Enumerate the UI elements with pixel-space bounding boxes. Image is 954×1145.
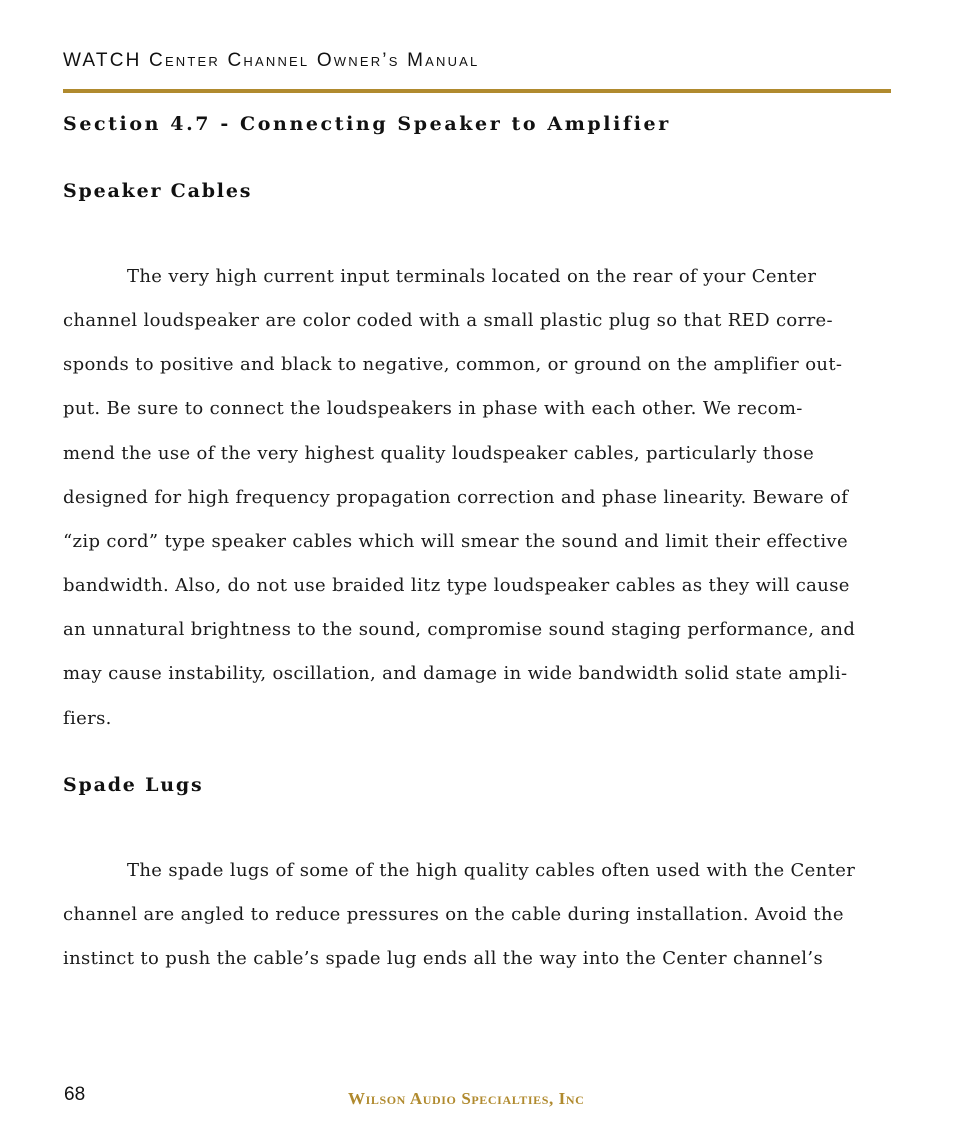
paragraph-line: an unnatural brightness to the sound, compromise sound staging performance, and: [63, 619, 856, 640]
paragraph-line: channel are angled to reduce pressures on the cable during installation. Avoid the: [63, 904, 844, 925]
paragraph-line: bandwidth. Also, do not use braided litz type loudspeaker cables as they will cause: [63, 575, 850, 596]
paragraph-line: may cause instability, oscillation, and damage in wide bandwidth solid state ampli-: [63, 663, 848, 684]
paragraph-line: sponds to positive and black to negative, common, or ground on the amplifier out-: [63, 354, 843, 375]
paragraph-line: put. Be sure to connect the loudspeakers in phase with each other. We recom-: [63, 398, 803, 419]
paragraph-line: fiers.: [63, 708, 112, 729]
paragraph-line: The very high current input terminals located on the rear of your Center: [127, 266, 817, 287]
speaker-cables-heading: Speaker Cables: [63, 180, 253, 202]
paragraph-line: designed for high frequency propagation correction and phase linearity. Beware of: [63, 487, 849, 508]
paragraph-line: instinct to push the cable’s spade lug ends all the way into the Center channel’s: [63, 948, 824, 969]
page-number: 68: [64, 1084, 86, 1105]
footer-brand-logo: Wilson Audio Specialties, Inc: [348, 1089, 585, 1108]
paragraph-line: mend the use of the very highest quality loudspeaker cables, particularly those: [63, 443, 815, 464]
header-rule: [63, 89, 891, 93]
paragraph-line: “zip cord” type speaker cables which will smear the sound and limit their effective: [63, 531, 848, 552]
page-header-title: WATCH Center Channel Owner’s Manual: [63, 50, 480, 71]
spade-lugs-heading: Spade Lugs: [63, 774, 204, 796]
paragraph-line: The spade lugs of some of the high quality cables often used with the Center: [127, 860, 856, 881]
section-title: Section 4.7 - Connecting Speaker to Amplifier: [63, 113, 671, 135]
paragraph-line: channel loudspeaker are color coded with a small plastic plug so that RED corre-: [63, 310, 833, 331]
